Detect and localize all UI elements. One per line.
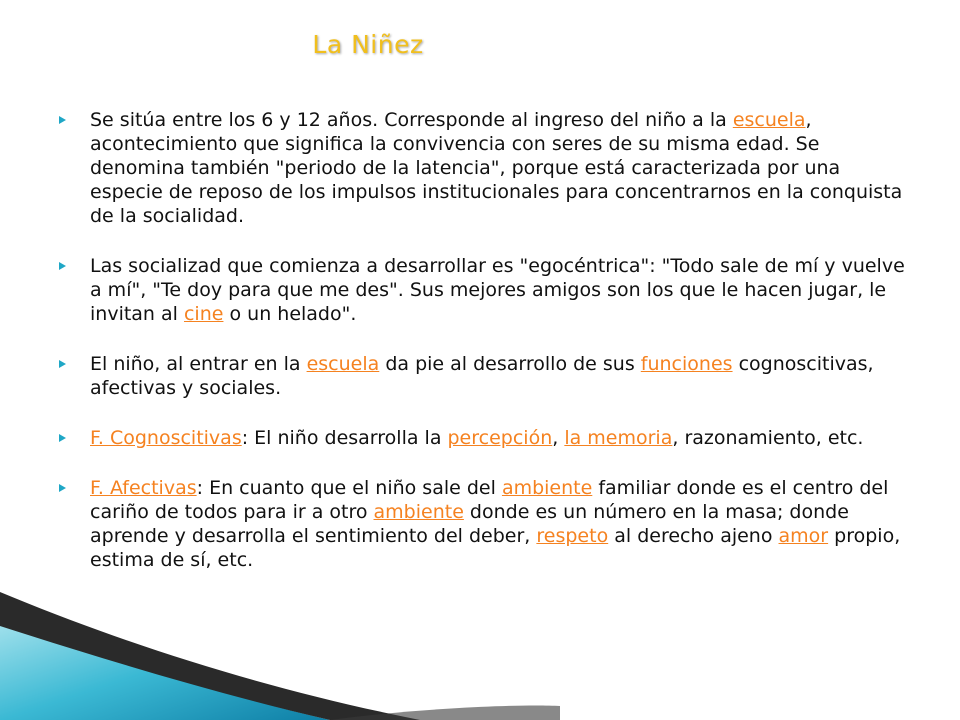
hyperlink[interactable]: amor	[778, 525, 829, 547]
bullet-text: donde es un número en la masa; donde aprende y desarrolla el sentimiento del deber,	[90, 501, 849, 547]
bullet-item	[58, 108, 918, 228]
hyperlink[interactable]: escuela	[306, 353, 380, 375]
hyperlink[interactable]: percepción	[447, 427, 553, 449]
triangle-right-icon	[59, 434, 66, 442]
hyperlink[interactable]: ambiente	[501, 477, 593, 499]
bullet-text: al derecho ajeno	[608, 525, 779, 547]
decorative-corner-swoosh	[0, 580, 960, 720]
triangle-right-icon	[59, 484, 66, 492]
bullet-list	[58, 108, 918, 598]
bullet-text: ,	[552, 427, 565, 449]
hyperlink[interactable]: ambiente	[373, 501, 464, 523]
bullet-item	[58, 476, 918, 572]
bullet-text: cognoscitivas, afectivas y sociales.	[90, 353, 874, 399]
bullet-text: : El niño desarrolla la	[241, 427, 448, 449]
hyperlink[interactable]: respeto	[536, 525, 609, 547]
bullet-text: , acontecimiento que significa la convivencia con seres de su misma edad. Se denomina también "periodo de la latencia", porque está caracterizada por una especie de reposo de los impulsos institucionales para concentrarnos en la conquista de la socialidad.	[90, 109, 903, 227]
triangle-right-icon	[59, 116, 66, 124]
triangle-right-icon	[59, 262, 66, 270]
bullet-item	[58, 254, 918, 326]
bullet-text: propio, estima de sí, etc.	[90, 525, 901, 571]
bullet-item	[58, 426, 918, 450]
triangle-right-icon	[59, 360, 66, 368]
hyperlink[interactable]: la memoria	[564, 427, 673, 449]
hyperlink[interactable]: funciones	[640, 353, 733, 375]
slide-title: La Niñez	[312, 30, 424, 59]
bullet-text: : En cuanto que el niño sale del	[196, 477, 502, 499]
bullet-text: , razonamiento, etc.	[672, 427, 864, 449]
bullet-text: Se sitúa entre los 6 y 12 años. Corresponde al ingreso del niño a la	[90, 109, 733, 131]
hyperlink[interactable]: F. Cognoscitivas	[90, 427, 242, 449]
hyperlink[interactable]: escuela	[732, 109, 806, 131]
bullet-text: o un helado".	[223, 303, 357, 325]
bullet-text: El niño, al entrar en la	[90, 353, 307, 375]
bullet-item	[58, 352, 918, 400]
hyperlink[interactable]: F. Afectivas	[90, 477, 197, 499]
hyperlink[interactable]: cine	[183, 303, 224, 325]
bullet-text: familiar donde es el centro del cariño de todos para ir a otro	[90, 477, 889, 523]
bullet-text: Las socializad que comienza a desarrollar es "egocéntrica": "Todo sale de mí y vuelve a mí", "Te doy para que me des". Sus mejores amigos son los que le hacen jugar, le invitan al	[90, 255, 905, 325]
bullet-text: da pie al desarrollo de sus	[379, 353, 641, 375]
